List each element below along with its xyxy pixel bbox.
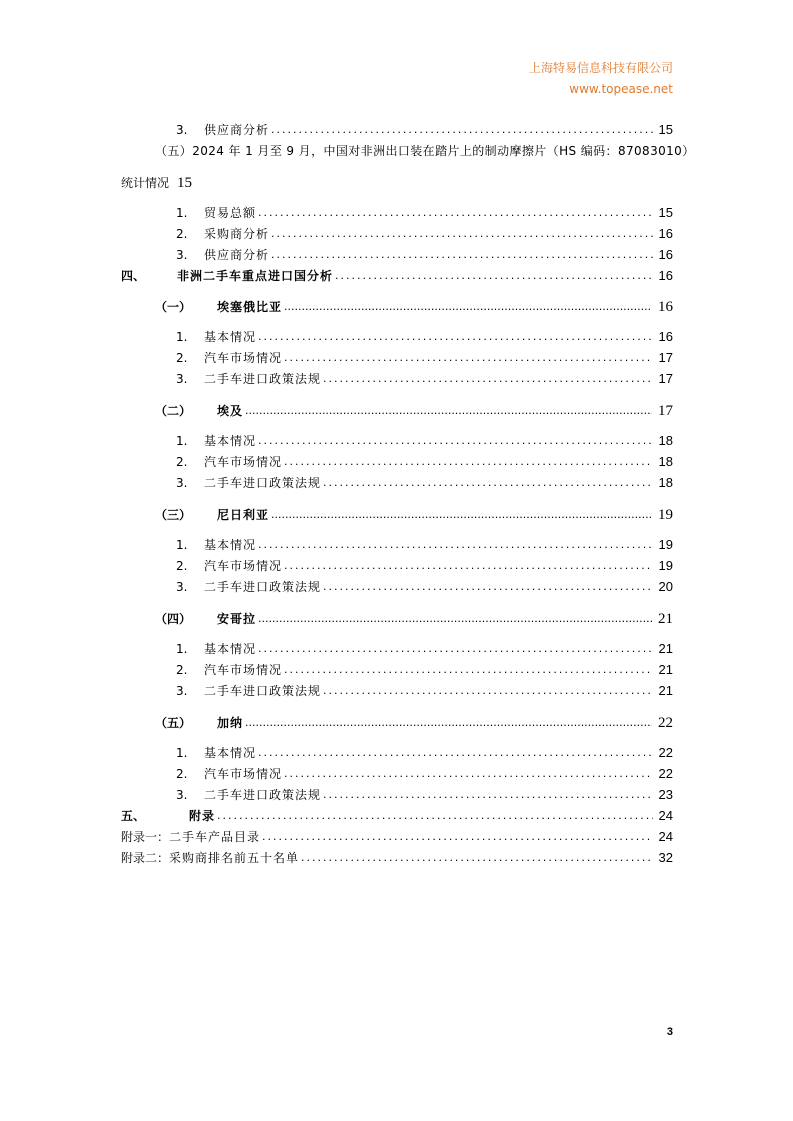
toc-leader-dots — [284, 764, 653, 784]
toc-entry[interactable] — [0, 120, 793, 140]
toc-section[interactable] — [0, 505, 793, 525]
toc-leader-dots — [271, 505, 652, 525]
toc-entry-page: 15 — [177, 175, 193, 191]
toc-entry-long-title-cont: 统计情况 — [121, 176, 170, 190]
page-number: 3 — [666, 1026, 673, 1038]
toc-entry[interactable] — [0, 224, 793, 244]
toc-entry-title: 二手车进口政策法规 — [204, 684, 322, 698]
toc-entry[interactable] — [0, 764, 793, 784]
toc-leader-dots — [284, 556, 653, 576]
toc-entry[interactable] — [0, 743, 793, 763]
toc-entry-page: 19 — [658, 507, 673, 523]
toc-entry-long-continuation[interactable] — [121, 173, 192, 193]
toc-leader-dots — [258, 639, 653, 659]
toc-entry-page: 19 — [658, 537, 673, 552]
toc-leader-dots — [323, 785, 653, 805]
toc-leader-dots — [284, 297, 652, 317]
toc-entry-title: 加纳 — [217, 716, 244, 730]
toc-entry-page: 17 — [658, 350, 673, 365]
toc-entry[interactable] — [0, 827, 793, 847]
toc-leader-dots — [323, 369, 653, 389]
toc-entry[interactable] — [0, 556, 793, 576]
toc-entry-page: 20 — [658, 579, 673, 594]
toc-entry-number: 四、 — [121, 269, 146, 283]
toc-entry-number: 3. — [176, 580, 188, 594]
toc-entry-title: 汽车市场情况 — [204, 455, 283, 469]
toc-entry-number: （一） — [155, 300, 192, 314]
toc-entry-number: 2. — [176, 767, 188, 781]
toc-entry-number: 附录一： — [121, 830, 170, 844]
toc-entry-page: 32 — [658, 850, 673, 865]
toc-entry-number: 3. — [176, 248, 188, 262]
toc-entry-number: （四） — [155, 612, 192, 626]
toc-leader-dots — [258, 609, 652, 629]
toc-leader-dots — [323, 577, 653, 597]
toc-leader-dots — [258, 203, 653, 223]
toc-entry[interactable] — [0, 327, 793, 347]
toc-section[interactable] — [0, 609, 793, 629]
toc-entry-number: 1. — [176, 330, 188, 344]
toc-entry-number: 3. — [176, 372, 188, 386]
toc-entry-title: 安哥拉 — [217, 612, 257, 626]
toc-entry-title: 汽车市场情况 — [204, 559, 283, 573]
toc-entry-number: 2. — [176, 559, 188, 573]
toc-entry-title: 尼日利亚 — [217, 508, 270, 522]
toc-entry[interactable] — [0, 203, 793, 223]
toc-leader-dots — [245, 401, 652, 421]
toc-entry-title: 基本情况 — [204, 746, 257, 760]
toc-entry-number: 1. — [176, 434, 188, 448]
toc-entry-page: 16 — [658, 268, 673, 283]
toc-entry[interactable] — [0, 577, 793, 597]
toc-entry-title: 附录 — [189, 809, 216, 823]
toc-entry-title: 二手车进口政策法规 — [204, 580, 322, 594]
toc-entry-number: 1. — [176, 206, 188, 220]
toc-section[interactable] — [0, 401, 793, 421]
toc-entry-page: 17 — [658, 403, 673, 419]
toc-entry-page: 21 — [658, 683, 673, 698]
toc-entry-number: 1. — [176, 642, 188, 656]
toc-entry[interactable] — [0, 639, 793, 659]
toc-entry-title: 基本情况 — [204, 434, 257, 448]
toc-entry-title: 非洲二手车重点进口国分析 — [177, 269, 334, 283]
toc-leader-dots — [217, 806, 653, 826]
toc-leader-dots — [271, 224, 653, 244]
toc-entry-title: 基本情况 — [204, 642, 257, 656]
toc-entry-number: 1. — [176, 538, 188, 552]
toc-entry-title: 供应商分析 — [204, 248, 270, 262]
toc-entry-number: （二） — [155, 404, 192, 418]
toc-entry-title: 二手车产品目录 — [169, 830, 261, 844]
company-website: www.topease.net — [569, 82, 673, 96]
toc-leader-dots — [301, 848, 653, 868]
toc-entry[interactable] — [0, 660, 793, 680]
toc-entry-number: （三） — [155, 508, 192, 522]
toc-entry-page: 18 — [658, 433, 673, 448]
toc-leader-dots — [323, 681, 653, 701]
toc-leader-dots — [284, 452, 653, 472]
toc-entry-page: 22 — [658, 766, 673, 781]
toc-entry-page: 21 — [658, 662, 673, 677]
toc-leader-dots — [271, 245, 653, 265]
toc-entry-page: 18 — [658, 475, 673, 490]
toc-entry-number: 3. — [176, 788, 188, 802]
toc-entry-number: 3. — [176, 123, 188, 137]
toc-entry-number: 3. — [176, 684, 188, 698]
toc-entry-number: 五、 — [121, 809, 146, 823]
toc-entry-page: 16 — [658, 299, 673, 315]
toc-leader-dots — [271, 120, 653, 140]
toc-entry-title: 埃塞俄比亚 — [217, 300, 283, 314]
toc-entry-title: 汽车市场情况 — [204, 351, 283, 365]
toc-leader-dots — [284, 348, 653, 368]
toc-entry[interactable] — [0, 348, 793, 368]
toc-entry-number: 2. — [176, 227, 188, 241]
toc-entry[interactable] — [0, 681, 793, 701]
toc-entry[interactable] — [0, 785, 793, 805]
toc-leader-dots — [335, 266, 653, 286]
toc-entry-long[interactable] — [155, 141, 695, 161]
toc-entry-title: 采购商分析 — [204, 227, 270, 241]
toc-leader-dots — [258, 431, 653, 451]
toc-entry-number: （五） — [155, 716, 192, 730]
toc-entry-number: 2. — [176, 455, 188, 469]
toc-entry-page: 24 — [658, 808, 673, 823]
toc-leader-dots — [284, 660, 653, 680]
toc-entry-page: 22 — [658, 715, 673, 731]
toc-entry-page: 23 — [658, 787, 673, 802]
toc-chapter[interactable] — [0, 266, 793, 286]
toc-entry-title: 二手车进口政策法规 — [204, 788, 322, 802]
toc-entry-title: 供应商分析 — [204, 123, 270, 137]
toc-leader-dots — [262, 827, 653, 847]
toc-entry-title: 采购商排名前五十名单 — [169, 851, 300, 865]
toc-entry-long-title: （五）2024 年 1 月至 9 月，中国对非洲出口装在踏片上的制动摩擦片（HS 编码：87083010） — [155, 144, 695, 158]
toc-entry-title: 二手车进口政策法规 — [204, 476, 322, 490]
toc-entry[interactable] — [0, 431, 793, 451]
toc-entry-title: 汽车市场情况 — [204, 767, 283, 781]
toc-entry-number: 3. — [176, 476, 188, 490]
toc-entry-page: 15 — [658, 122, 673, 137]
toc-entry-number: 1. — [176, 746, 188, 760]
toc-entry-number: 附录二： — [121, 851, 170, 865]
toc-entry-page: 21 — [658, 611, 673, 627]
toc-entry-number: 2. — [176, 663, 188, 677]
toc-entry-page: 22 — [658, 745, 673, 760]
toc-entry-page: 16 — [658, 247, 673, 262]
toc-entry-page: 21 — [658, 641, 673, 656]
toc-leader-dots — [258, 743, 653, 763]
toc-chapter[interactable] — [0, 806, 793, 826]
toc-entry-title: 基本情况 — [204, 330, 257, 344]
toc-entry-title: 贸易总额 — [204, 206, 257, 220]
toc-entry[interactable] — [0, 848, 793, 868]
toc-entry-number: 2. — [176, 351, 188, 365]
toc-entry[interactable] — [0, 473, 793, 493]
toc-entry[interactable] — [0, 535, 793, 555]
toc-entry-page: 17 — [658, 371, 673, 386]
toc-entry[interactable] — [0, 245, 793, 265]
toc-entry[interactable] — [0, 369, 793, 389]
toc-entry-page: 18 — [658, 454, 673, 469]
toc-entry-page: 16 — [658, 329, 673, 344]
header — [529, 58, 673, 100]
toc-entry-title: 二手车进口政策法规 — [204, 372, 322, 386]
toc-leader-dots — [323, 473, 653, 493]
toc-section[interactable] — [0, 297, 793, 317]
toc-leader-dots — [258, 535, 653, 555]
company-name: 上海特易信息科技有限公司 — [528, 61, 673, 75]
toc-entry-title: 基本情况 — [204, 538, 257, 552]
toc-entry[interactable] — [0, 452, 793, 472]
toc-leader-dots — [258, 327, 653, 347]
toc-entry-page: 24 — [658, 829, 673, 844]
toc-entry-title: 埃及 — [217, 404, 244, 418]
toc-section[interactable] — [0, 713, 793, 733]
toc-entry-title: 汽车市场情况 — [204, 663, 283, 677]
toc-entry-page: 16 — [658, 226, 673, 241]
toc-entry-page: 19 — [658, 558, 673, 573]
toc-leader-dots — [245, 713, 652, 733]
toc-entry-page: 15 — [658, 205, 673, 220]
